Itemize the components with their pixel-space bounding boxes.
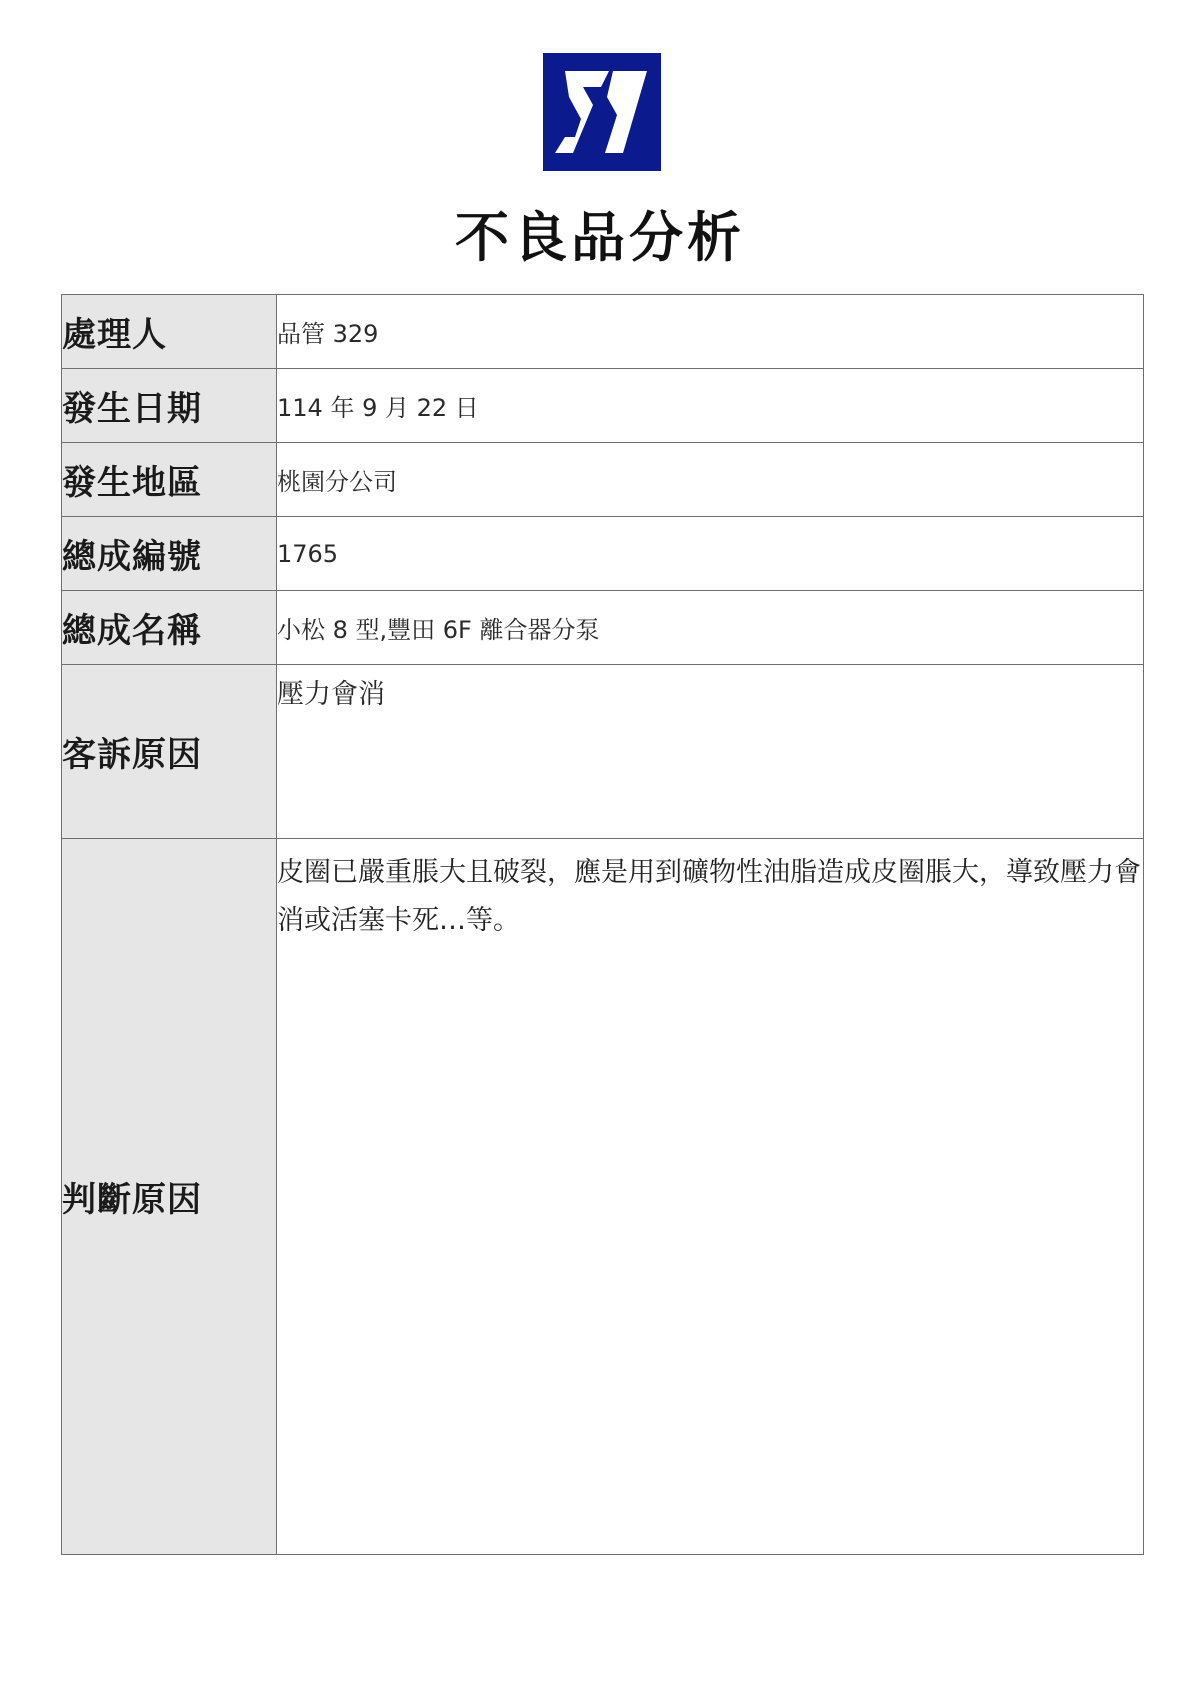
table-row [62, 591, 1144, 665]
table-row [62, 839, 1144, 1555]
table-row [62, 443, 1144, 517]
assembly-number-label: 總成編號 [62, 517, 277, 591]
judgment-reason-label: 判斷原因 [62, 839, 277, 1555]
table-row [62, 665, 1144, 839]
company-logo [543, 53, 661, 171]
table-row [62, 517, 1144, 591]
assembly-number-value: 1765 [277, 517, 1144, 591]
company-logo-icon [543, 53, 661, 171]
table-row [62, 369, 1144, 443]
analysis-form-table [61, 294, 1144, 1555]
complaint-reason-label: 客訴原因 [62, 665, 277, 839]
page-title: 不良品分析 [455, 206, 745, 269]
complaint-reason-value: 壓力會消 [277, 679, 385, 710]
assembly-name-label: 總成名稱 [62, 591, 277, 665]
occurrence-region-label: 發生地區 [62, 443, 277, 517]
assembly-name-value: 小松 8 型,豐田 6F 離合器分泵 [277, 591, 1144, 665]
occurrence-date-value: 114 年 9 月 22 日 [277, 369, 1144, 443]
handler-label: 處理人 [62, 295, 277, 369]
complaint-reason-cell [277, 665, 1144, 839]
occurrence-region-value: 桃園分公司 [277, 443, 1144, 517]
occurrence-date-label: 發生日期 [62, 369, 277, 443]
handler-value: 品管 329 [277, 295, 1144, 369]
judgment-reason-value: 皮圈已嚴重脹大且破裂，應是用到礦物性油脂造成皮圈脹大，導致壓力會消或活塞卡死…等。 [277, 857, 1141, 936]
table-row [62, 295, 1144, 369]
judgment-reason-cell [277, 839, 1144, 1555]
